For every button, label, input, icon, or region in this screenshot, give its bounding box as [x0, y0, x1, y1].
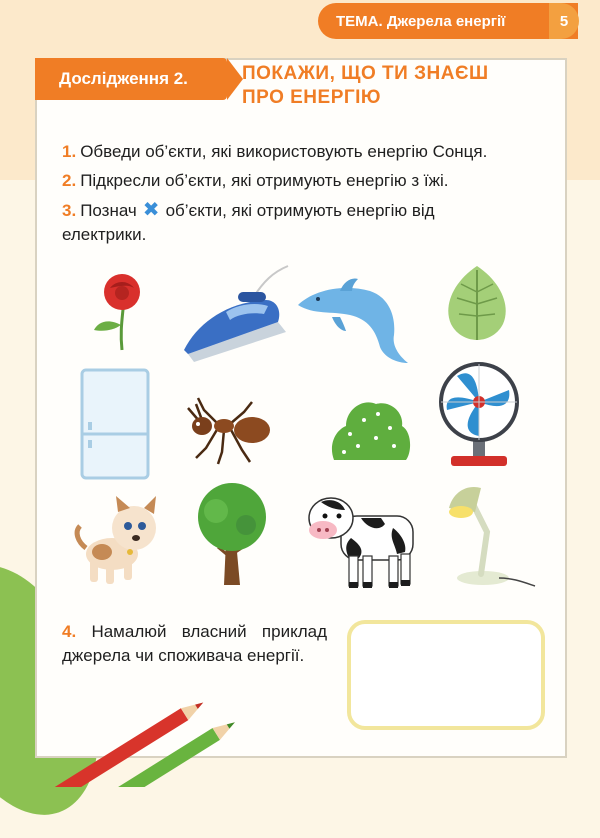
task-3-text-line2: електрики. [62, 225, 147, 244]
task-1-text: Обведи об’єкти, які використовують енергію Сонця. [80, 142, 488, 161]
rose-icon[interactable] [88, 270, 160, 352]
task-3 [62, 198, 532, 247]
task-4 [62, 620, 327, 668]
task-2 [62, 169, 532, 193]
research-badge-label: Дослідження 2. [59, 69, 188, 88]
desk-lamp-icon[interactable] [443, 482, 541, 588]
bush-icon[interactable] [328, 394, 412, 466]
task-2-number: 2. [62, 171, 77, 190]
task-3-text-before: Познач [80, 201, 137, 220]
page-number: 5 [549, 3, 579, 39]
fan-icon[interactable] [437, 360, 523, 470]
research-badge [35, 58, 227, 100]
cow-icon[interactable] [301, 488, 425, 592]
task-3-text-after: об’єкти, які отримують енергію від [165, 201, 435, 220]
leaf-icon[interactable] [441, 262, 513, 342]
topic-banner [318, 3, 578, 39]
task-4-text: Намалюй власний приклад джерела чи споживача енергії. [62, 622, 327, 665]
ant-icon[interactable] [178, 388, 276, 468]
task-1 [62, 140, 532, 164]
iron-icon[interactable] [178, 262, 296, 364]
task-4-number: 4. [62, 622, 77, 641]
puppy-icon[interactable] [72, 492, 170, 590]
section-heading [242, 62, 542, 110]
pencils-decoration [0, 680, 260, 787]
fridge-icon[interactable] [80, 368, 150, 480]
task-2-text: Підкресли об’єкти, які отримують енергію з їжі. [80, 171, 449, 190]
task-1-number: 1. [62, 142, 77, 161]
cross-icon: ✖ [142, 199, 160, 221]
heading-line-1: ПОКАЖИ, ЩО ТИ ЗНАЄШ [242, 63, 489, 84]
dolphin-icon[interactable] [292, 275, 412, 370]
topic-label: ТЕМА. Джерела енергії [336, 12, 506, 30]
task-3-number: 3. [62, 201, 77, 220]
heading-line-2: ПРО ЕНЕРГІЮ [242, 87, 382, 108]
tree-icon[interactable] [190, 481, 274, 591]
drawing-area[interactable] [347, 620, 545, 730]
